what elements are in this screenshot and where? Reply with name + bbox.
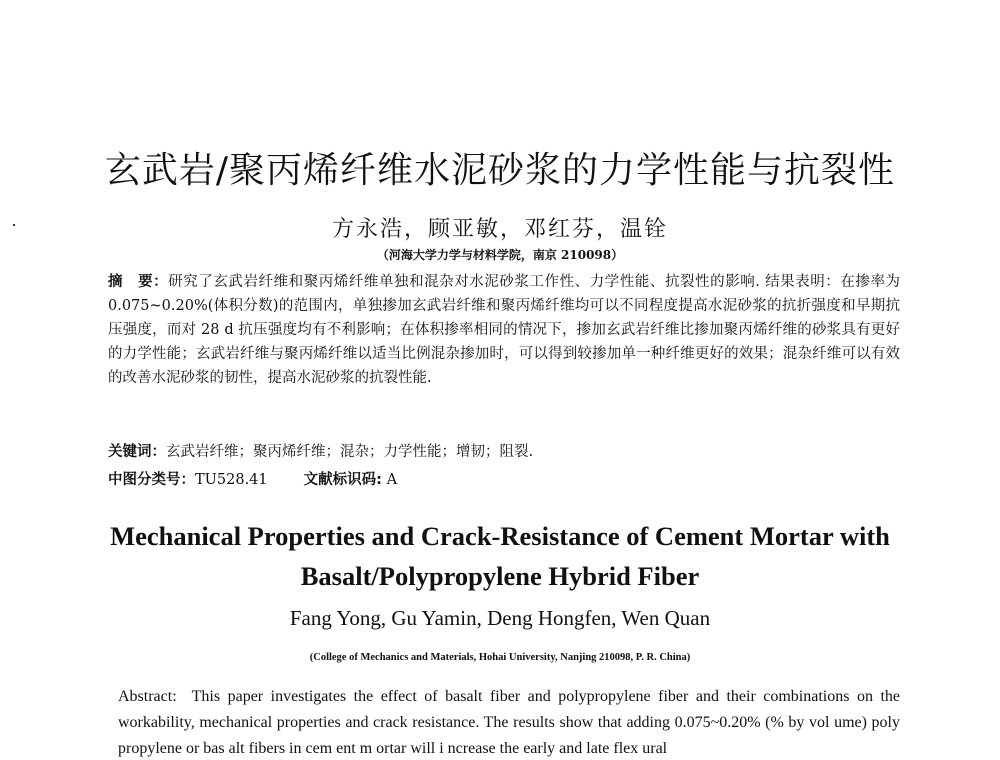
classification-value: TU528.41: [195, 472, 268, 488]
english-abstract-text: This paper investigates the effect of basalt fiber and polypropylene fiber and their combinations on the workability, mechanical properties and crack resistance. The results show that adding 0.075~0.20% (% by vol ume) poly propylene or bas alt fibers in cem ent m ortar will i ncrease the early and late flex ural: [118, 688, 901, 757]
english-title: Mechanical Properties and Crack-Resistance of Cement Mortar with Basalt/Polypropylene Hybrid Fiber: [110, 521, 890, 591]
chinese-affiliation: （河海大学力学与材料学院，南京 210098）: [376, 248, 624, 262]
chinese-title: 玄武岩/聚丙烯纤维水泥砂浆的力学性能与抗裂性: [104, 150, 896, 191]
chinese-abstract-label: 摘 要：: [108, 274, 169, 290]
english-authors: Fang Yong, Gu Yamin, Deng Hongfen, Wen Quan: [289, 606, 711, 630]
classification-line: [108, 468, 397, 492]
chinese-abstract: [108, 270, 900, 390]
chinese-keywords-label: 关键词：: [108, 444, 166, 460]
document-code-label: 文献标识码:: [303, 472, 382, 488]
document-code-value: A: [386, 472, 398, 488]
chinese-keywords: [108, 440, 900, 464]
english-affiliation: (College of Mechanics and Materials, Hohai University, Nanjing 210098, P. R. China): [309, 652, 691, 663]
chinese-keywords-text: 玄武岩纤维；聚丙烯纤维；混杂；力学性能；增韧；阻裂.: [166, 444, 534, 460]
chinese-authors: 方永浩，顾亚敏，邓红芬，温铨: [331, 217, 668, 242]
classification-label: 中图分类号：: [108, 472, 195, 488]
english-abstract: [118, 684, 900, 760]
english-abstract-label: Abstract:: [118, 688, 177, 705]
chinese-abstract-text: 研究了玄武岩纤维和聚丙烯纤维单独和混杂对水泥砂浆工作性、力学性能、抗裂性的影响. 结果表明：在掺率为 0.075~0.20%(体积分数)的范围内，单独掺加玄武岩纤维和聚丙烯纤维均可以不同程度提高水泥砂浆的抗折强度和早期抗压强度，而对 28 d 抗压强度均有不利影响；在体积掺率相同的情况下，掺加玄武岩纤维比掺加聚丙烯纤维的砂浆具有更好的力学性能；玄武岩纤维与聚丙烯纤维以适当比例混杂掺加时，可以得到较掺加单一种纤维更好的效果；混杂纤维可以有效的改善水泥砂浆的韧性，提高水泥砂浆的抗裂性能.: [108, 274, 900, 386]
